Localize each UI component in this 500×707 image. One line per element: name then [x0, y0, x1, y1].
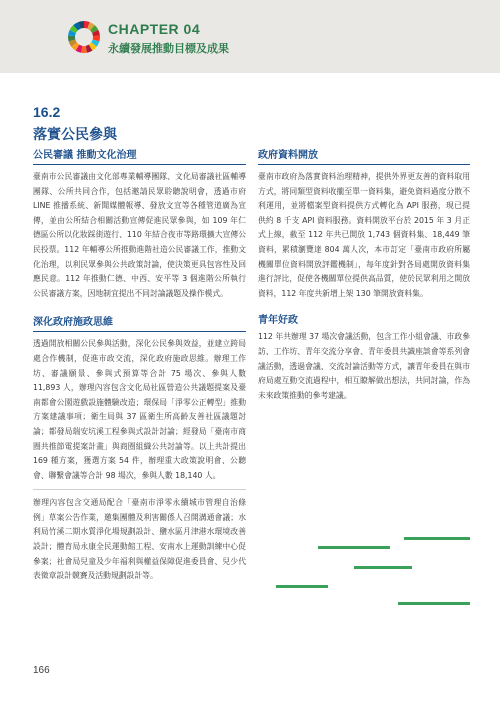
- paragraph-related-items: 辦理內容包含交通局配合「臺南市淨零永續城市管理自治條例」草案公告作業，邀集團體及利害關係人召開溝通會議；水利局竹溪二期水質淨化場規劃設計、鹽水區月津港水環境改善設計；體育局永康全民運動館工程、安南水上運動訓練中心促參案；社會局兒童及少年福利與權益保障促進委員會、兒少代表徵章設計競賽及活動規劃設計等。: [33, 498, 246, 581]
- heading-deepen-governance: 深化政府施政思維: [33, 313, 246, 332]
- decorative-stripe: [398, 602, 470, 605]
- decorative-stripe: [318, 546, 390, 549]
- paragraph-open-data: 臺南市政府為落實資料治理精神，提供外界更友善的資料取用方式，將同類型資料收攏至單一資料集，避免資料過度分散不利運用，並將檔案型資料提供方式轉化為 API 服務，現已提供約 8 千支 API 資料服務。資料開放平台於 2015 年 3 月正式上線，截至 112 年共已開放 1,743 個資料集、18,449 筆資料，累積瀏覽達 804 萬人次，本市訂定「臺南市政府所屬機關單位資料開放評鑑機制」，每年度針對各局處開放資料集進行評比，促使各機關單位提供高品質，使於民眾利用之開放資料，112 年度共新增上架 130 筆開放資料集。: [258, 172, 470, 298]
- section-title: 落實公民參與: [33, 127, 117, 143]
- sdg-wheel-icon: [67, 20, 101, 54]
- chapter-header: [0, 0, 500, 73]
- paragraph-deepen-governance: 透過開放相關公民參與活動，深化公民參與效益，並建立跨局處合作機制，促進市政交流，深化政府施政思維。辦理工作坊、審議願景、參與式預算等合計 75 場次、參與人數 11,893 人，辦理內容包含文化局社區營造公共議題提案及臺南都會公園遊戲設施體驗改造；環保局「淨零公正轉型」推動方案建議事項；衛生局與 37 區衛生所高齡友善社區議題討論；都發局瑞安坑溪工程參與式設計討論；經發局「臺南市商圈共推節電提案計畫」與商圈組織公共討論等。以上共計提出 169 種方案，獲選方案 54 件，辦理重大政策說明會、公聽會、聯繫會議等合計 98 場次，參與人數 18,140 人。: [33, 339, 246, 480]
- decorative-stripe: [276, 585, 328, 588]
- divider: [33, 489, 246, 490]
- paragraph-youth-governance: 112 年共辦理 37 場次會議活動，包含工作小組會議、市政參訪、工作坊、青年交流分享會、青年委員共識座談會等系列會議活動，透過會議、交流討論活動等方式，讓青年委員在與市府局處互動交流過程中，相互瞭解做出想法，共同討論，作為未來政策推動的參考建議。: [258, 332, 470, 400]
- decorative-stripe: [354, 566, 412, 569]
- chapter-subtitle: 永續發展推動目標及成果: [108, 42, 229, 55]
- decorative-stripe: [404, 537, 470, 540]
- page-number: 166: [33, 665, 50, 676]
- section-number: 16.2: [33, 104, 61, 120]
- left-column: [33, 146, 246, 584]
- heading-youth-governance: 青年好政: [258, 315, 298, 327]
- heading-open-data: 政府資料開放: [258, 146, 470, 165]
- right-column: [258, 146, 470, 403]
- chapter-label: CHAPTER 04: [108, 21, 201, 37]
- paragraph-civic-deliberation: 臺南市公民審議由文化部專業輔導團隊、文化局審議社區輔導團隊、公所共同合作，包括邀請民眾聆聽說明會，透過市府 LINE 推播系統、新聞媒體報導、發放文宣等各種管道廣為宣傳，並由公所結合相關活動宣傳促進民眾參與，如 109 年仁德區公所以化妝踩街遊行、110 年結合夜市等路環擴大宣傳公民投票。112 年輔導公所推動進階社造公民審議工作，推動文化治理，以利民眾參與公共政策討論，使決策更具包容性及回應民意。112 年推動仁德、中西、安平等 3 個進階公所執行公民審議方案，因地制宜提出不同討論議題及操作模式。: [33, 172, 246, 298]
- heading-civic-deliberation: 公民審議 推動文化治理: [33, 146, 246, 165]
